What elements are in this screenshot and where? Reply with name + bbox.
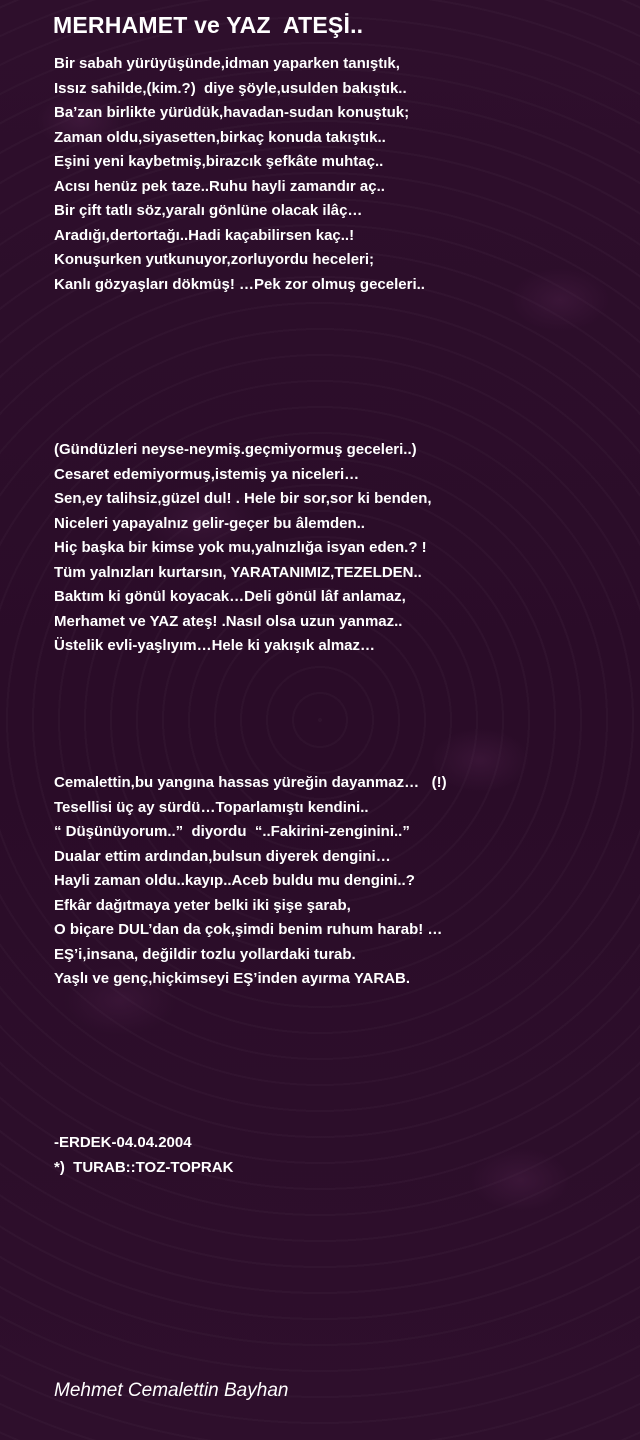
poem-line: Konuşurken yutkunuyor,zorluyordu heceleri; — [54, 251, 375, 268]
poem-date-place: -ERDEK-04.04.2004 — [54, 1134, 192, 1151]
poem-line: Kanlı gözyaşları dökmüş! …Pek zor olmuş geceleri.. — [54, 275, 425, 293]
poem-line: Üstelik evli-yaşlıyım…Hele ki yakışık almaz… — [54, 637, 376, 654]
poem-line: Yaşlı ve genç,hiçkimseyi EŞ’inden ayırma YARAB. — [54, 970, 411, 987]
poem-line: Eşini yeni kaybetmiş,birazcık şefkâte muhtaç.. — [54, 153, 384, 170]
poem-line: Acısı henüz pek taze..Ruhu hayli zamandır aç.. — [54, 177, 385, 195]
poem-line: Cemalettin,bu yangına hassas yüreğin dayanmaz… (!) — [54, 774, 447, 791]
poem-line: Baktım ki gönül koyacak…Deli gönül lâf anlamaz, — [54, 588, 406, 605]
poem-stanza-1 — [54, 52, 425, 297]
poem-line: Merhamet ve YAZ ateş! .Nasıl olsa uzun yanmaz.. — [54, 612, 403, 630]
poem-line: Hayli zaman oldu..kayıp..Aceb buldu mu dengini..? — [54, 872, 415, 889]
poem-line: Bir sabah yürüyüşünde,idman yaparken tanıştık, — [54, 55, 400, 72]
poem-author: Mehmet Cemalettin Bayhan — [54, 1380, 289, 1401]
poem-line: Bir çift tatlı söz,yaralı gönlüne olacak ilâç… — [54, 202, 363, 219]
poem-line: O biçare DUL’dan da çok,şimdi benim ruhum harab! … — [54, 921, 443, 938]
poem-footnotes — [54, 1131, 233, 1180]
poem-stanza-3 — [54, 771, 447, 992]
poem-line: Tesellisi üç ay sürdü…Toparlamıştı kendini.. — [54, 798, 369, 816]
poem-stanza-2 — [54, 438, 432, 659]
poem-line: Niceleri yapayalnız gelir-geçer bu âlemden.. — [54, 514, 365, 532]
poem-line: Tüm yalnızları kurtarsın, YARATANIMIZ,TEZELDEN.. — [54, 563, 422, 581]
poem-line: Issız sahilde,(kim.?) diye şöyle,usulden bakıştık.. — [54, 79, 407, 97]
poem-line: Dualar ettim ardından,bulsun diyerek dengini… — [54, 847, 391, 865]
poem-title: MERHAMET ve YAZ ATEŞİ.. — [53, 12, 364, 38]
poem-line: Aradığı,dertortağı..Hadi kaçabilirsen kaç..! — [54, 226, 355, 244]
poem-line: EŞ’i,insana, değildir tozlu yollardaki turab. — [54, 945, 356, 963]
poem-line: Cesaret edemiyormuş,istemiş ya niceleri… — [54, 465, 360, 483]
poem-line: Ba’zan birlikte yürüdük,havadan-sudan konuştuk; — [54, 104, 410, 121]
poem-line: “ Düşünüyorum..” diyordu “..Fakirini-zenginini..” — [54, 823, 410, 840]
poem-line: Zaman oldu,siyasetten,birkaç konuda takıştık.. — [54, 128, 386, 146]
poem-line: Sen,ey talihsiz,güzel dul! . Hele bir sor,sor ki benden, — [54, 490, 432, 507]
poem-glossary-note: *) TURAB::TOZ-TOPRAK — [54, 1158, 234, 1176]
poem-line: (Gündüzleri neyse-neymiş.geçmiyormuş geceleri..) — [54, 441, 417, 458]
poem-line: Hiç başka bir kimse yok mu,yalnızlığa isyan eden.? ! — [54, 539, 427, 556]
poem-line: Efkâr dağıtmaya yeter belki iki şişe şarab, — [54, 896, 351, 914]
